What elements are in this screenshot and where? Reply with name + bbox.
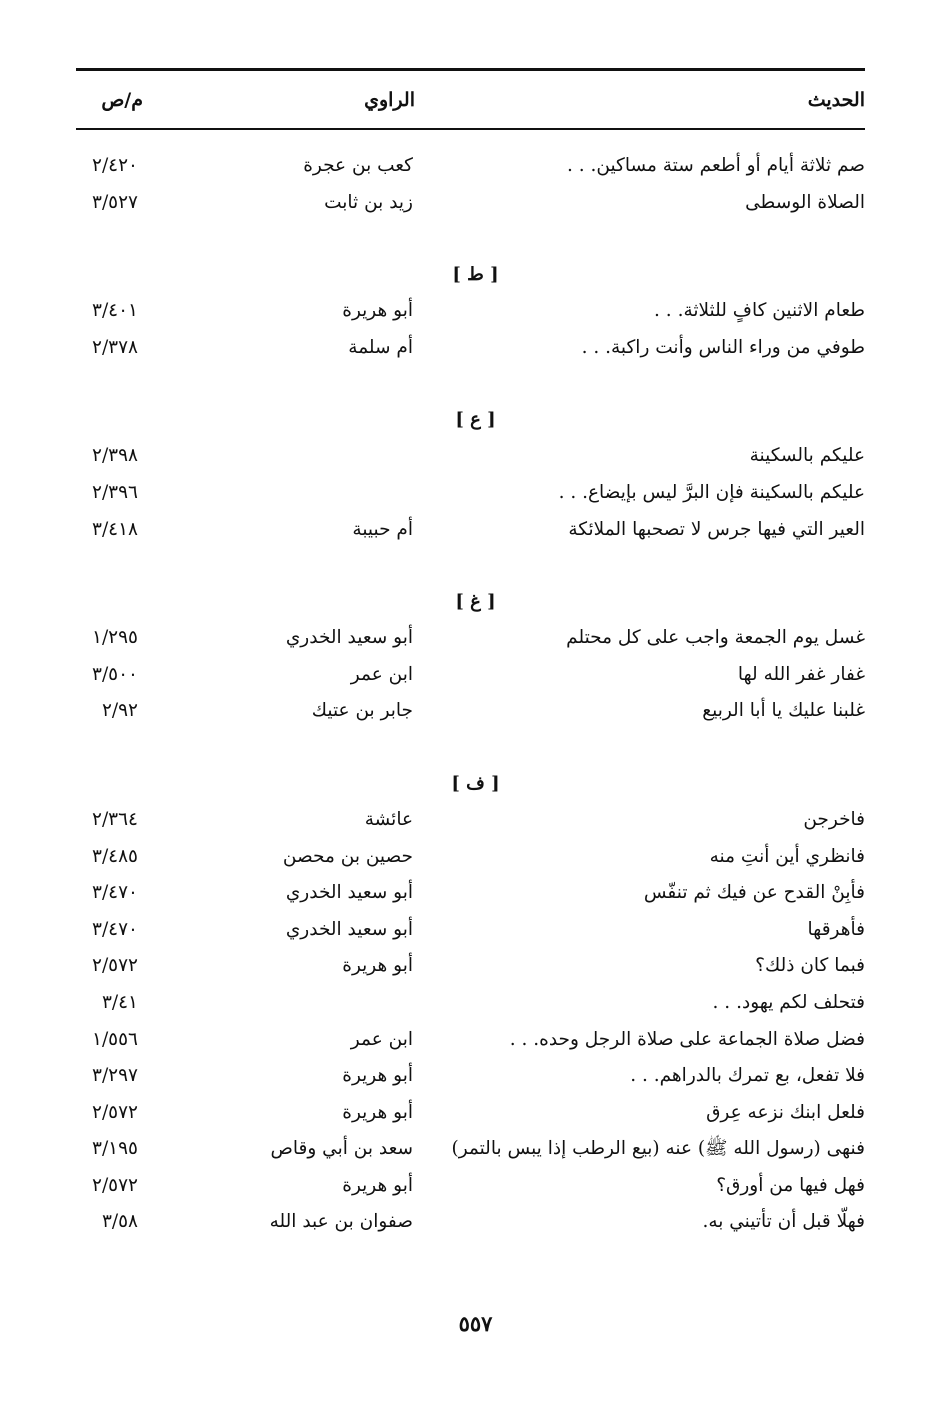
- hadith-text: فبما كان ذلك؟: [755, 955, 865, 977]
- header-narrator: الراوي: [364, 89, 415, 111]
- header-rule: [76, 128, 865, 130]
- volume-page-reference: ٣/٤٧٠: [92, 918, 138, 940]
- table-row: [0, 875, 951, 912]
- narrator-name: أم سلمة: [348, 336, 413, 358]
- narrator-name: كعب بن عجرة: [303, 155, 413, 176]
- table-row: [0, 839, 951, 876]
- narrator-name: سعد بن أبي وقاص: [270, 1138, 413, 1160]
- table-row: [0, 438, 951, 475]
- table-row: [0, 1131, 951, 1168]
- volume-page-reference: ٣/٥٢٧: [92, 191, 138, 213]
- letter-heading: [ ع ]: [455, 409, 496, 431]
- volume-page-reference: ٣/٤٠١: [92, 300, 138, 322]
- hadith-text: فلعل ابنك نزعه عِرق: [706, 1101, 865, 1123]
- table-row: [0, 802, 951, 839]
- table-row: [0, 1095, 951, 1132]
- table-row: [0, 148, 951, 185]
- volume-page-reference: ٢/٩٢: [101, 700, 138, 722]
- narrator-name: ابن عمر: [350, 1028, 413, 1050]
- table-row: [0, 1058, 951, 1095]
- table-row: [0, 1022, 951, 1059]
- top-rule: [76, 68, 865, 71]
- volume-page-reference: ٢/٣٧٨: [92, 336, 138, 358]
- narrator-name: عائشة: [364, 808, 413, 830]
- index-section: [0, 148, 951, 221]
- volume-page-reference: ٣/١٩٥: [92, 1138, 138, 1160]
- hadith-text: غفار غفر الله لها: [737, 663, 865, 685]
- narrator-name: أم حبيبة: [352, 518, 413, 540]
- hadith-text: فضل صلاة الجماعة على صلاة الرجل وحده. . .: [509, 1028, 865, 1050]
- hadith-text: الصلاة الوسطى: [745, 191, 865, 213]
- hadith-text: فنهى (رسول الله ﷺ) عنه (بيع الرطب إذا يبس بالتمر): [451, 1138, 865, 1160]
- hadith-text: عليكم بالسكينة فإن البرَّ ليس بإيضاع. . .: [558, 481, 865, 503]
- volume-page-reference: ١/٢٩٥: [92, 627, 138, 649]
- section-spacer: [0, 730, 951, 766]
- volume-page-reference: ٢/٣٩٨: [92, 445, 138, 467]
- narrator-name: أبو هريرة: [342, 300, 413, 322]
- page-number: ٥٥٧: [458, 1311, 493, 1336]
- volume-page-reference: ٢/٣٦٤: [92, 808, 138, 830]
- narrator-name: أبو سعيد الخدري: [285, 918, 413, 940]
- hadith-text: العير التي فيها جرس لا تصحبها الملائكة: [568, 518, 865, 540]
- hadith-text: طوفي من وراء الناس وأنت راكبة. . .: [581, 336, 865, 358]
- volume-page-reference: ١/٥٥٦: [92, 1028, 138, 1050]
- narrator-name: جابر بن عتيك: [311, 700, 413, 722]
- header-hadith: الحديث: [807, 89, 865, 111]
- narrator-name: ابن عمر: [350, 663, 413, 685]
- table-row: [0, 657, 951, 694]
- volume-page-reference: ٣/٤١: [101, 991, 138, 1013]
- volume-page-reference: ٣/٤٧٠: [92, 882, 138, 904]
- hadith-text: صم ثلاثة أيام أو أطعم ستة مساكين. . .: [566, 155, 865, 176]
- table-row: [0, 330, 951, 367]
- section-spacer: [0, 548, 951, 584]
- narrator-name: أبو هريرة: [342, 955, 413, 977]
- hadith-text: فانظري أين أنتِ منه: [709, 845, 865, 867]
- table-row: [0, 620, 951, 657]
- table-row: [0, 693, 951, 730]
- narrator-name: حصين بن محصن: [282, 845, 413, 867]
- index-section: [0, 730, 951, 1241]
- hadith-text: فلا تفعل، بع تمرك بالدراهم. . .: [630, 1065, 865, 1087]
- hadith-text: فهل فيها من أورق؟: [716, 1174, 865, 1196]
- hadith-text: فاخرجن: [803, 808, 865, 830]
- header-reference: م/ص: [101, 89, 143, 111]
- table-row: [0, 512, 951, 549]
- volume-page-reference: ٢/٤٢٠: [92, 155, 138, 176]
- volume-page-reference: ٢/٥٧٢: [92, 1101, 138, 1123]
- letter-heading: [ غ ]: [455, 591, 496, 613]
- table-row: [0, 912, 951, 949]
- hadith-text: طعام الاثنين كافٍ للثلاثة. . .: [654, 300, 865, 322]
- index-section: [0, 366, 951, 548]
- hadith-text: عليكم بالسكينة: [749, 445, 865, 467]
- table-row: [0, 948, 951, 985]
- volume-page-reference: ٢/٥٧٢: [92, 1174, 138, 1196]
- narrator-name: أبو هريرة: [342, 1101, 413, 1123]
- volume-page-reference: ٢/٥٧٢: [92, 955, 138, 977]
- narrator-name: زيد بن ثابت: [324, 191, 413, 213]
- volume-page-reference: ٣/٤٨٥: [92, 845, 138, 867]
- narrator-name: أبو هريرة: [342, 1174, 413, 1196]
- narrator-name: أبو سعيد الخدري: [285, 882, 413, 904]
- volume-page-reference: ٣/٥٨: [101, 1211, 138, 1233]
- hadith-text: فأهرقها: [807, 918, 865, 940]
- table-row: [0, 1204, 951, 1241]
- section-spacer: [0, 221, 951, 257]
- hadith-text: غلبنا عليك يا أبا الربيع: [702, 700, 865, 722]
- table-header: [0, 82, 951, 118]
- index-section: [0, 221, 951, 366]
- table-row: [0, 475, 951, 512]
- table-row: [0, 293, 951, 330]
- letter-heading: [ ط ]: [452, 264, 499, 286]
- hadith-text: فأبِنْ القدح عن فيك ثم تنفّس: [643, 882, 865, 904]
- volume-page-reference: ٣/٥٠٠: [92, 663, 138, 685]
- hadith-index-list: [0, 148, 951, 1241]
- table-row: [0, 1168, 951, 1205]
- table-row: [0, 985, 951, 1022]
- volume-page-reference: ٣/٢٩٧: [92, 1065, 138, 1087]
- volume-page-reference: ٣/٤١٨: [92, 518, 138, 540]
- narrator-name: أبو هريرة: [342, 1065, 413, 1087]
- narrator-name: صفوان بن عبد الله: [269, 1211, 413, 1233]
- section-spacer: [0, 366, 951, 402]
- hadith-text: غسل يوم الجمعة واجب على كل محتلم: [566, 627, 865, 649]
- letter-heading: [ ف ]: [451, 772, 500, 794]
- index-section: [0, 548, 951, 730]
- hadith-text: فتحلف لكم يهود. . .: [712, 991, 865, 1013]
- narrator-name: أبو سعيد الخدري: [285, 627, 413, 649]
- hadith-text: فهلّا قبل أن تأتيني به.: [702, 1211, 865, 1233]
- table-row: [0, 185, 951, 222]
- volume-page-reference: ٢/٣٩٦: [92, 481, 138, 503]
